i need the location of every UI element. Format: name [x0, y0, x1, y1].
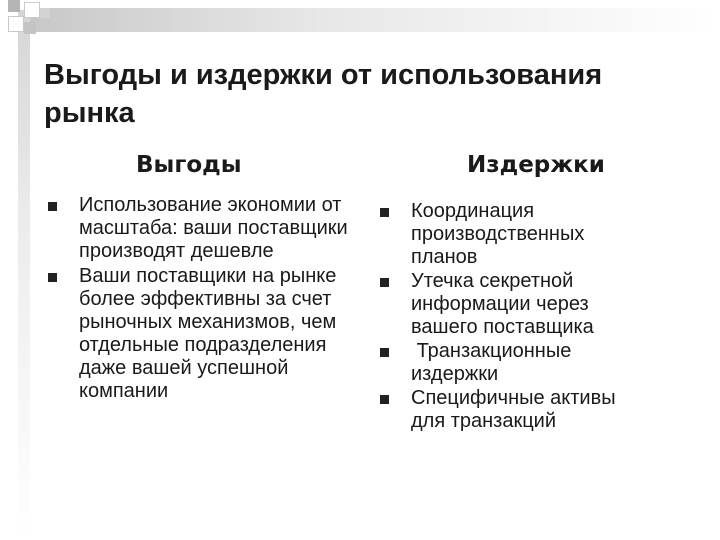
decor-square-5 [40, 8, 50, 18]
header-gradient-bar [30, 8, 720, 32]
square-bullet-icon [380, 348, 389, 357]
benefits-list [48, 194, 348, 403]
left-gradient-bar [18, 10, 30, 540]
costs-item [380, 270, 655, 339]
square-bullet-icon [380, 208, 389, 217]
decor-square-2 [24, 2, 40, 18]
costs-item [380, 387, 655, 433]
decor-square-1 [8, 0, 20, 12]
slide-title: Выгоды и издержки от использования рынка [44, 59, 603, 129]
costs-item-text: Координация производственных планов [411, 200, 585, 268]
costs-item-text: Утечка секретной информации через вашего поставщика [411, 270, 594, 338]
benefits-item-text: Использование экономии от масштаба: ваши поставщики производят дешевле [79, 194, 348, 262]
costs-list [380, 200, 655, 433]
costs-item [380, 340, 655, 386]
square-bullet-icon [380, 395, 389, 404]
decor-square-3 [8, 16, 24, 32]
benefits-item-text: Ваши поставщики на рынке более эффективны за счет рыночных механизмов, чем отдельные подразделения даже вашей успешной компании [79, 265, 337, 402]
costs-heading: Издержки [467, 152, 605, 178]
benefits-item [48, 194, 348, 263]
decor-square-4 [24, 22, 36, 34]
square-bullet-icon [48, 273, 57, 282]
square-bullet-icon [48, 202, 57, 211]
costs-item-text: Транзакционные издержки [411, 340, 577, 385]
benefits-heading: Выгоды [136, 152, 242, 178]
benefits-item [48, 265, 348, 403]
square-bullet-icon [380, 278, 389, 287]
costs-item-text: Специфичные активы для транзакций [411, 387, 616, 432]
costs-item [380, 200, 655, 269]
